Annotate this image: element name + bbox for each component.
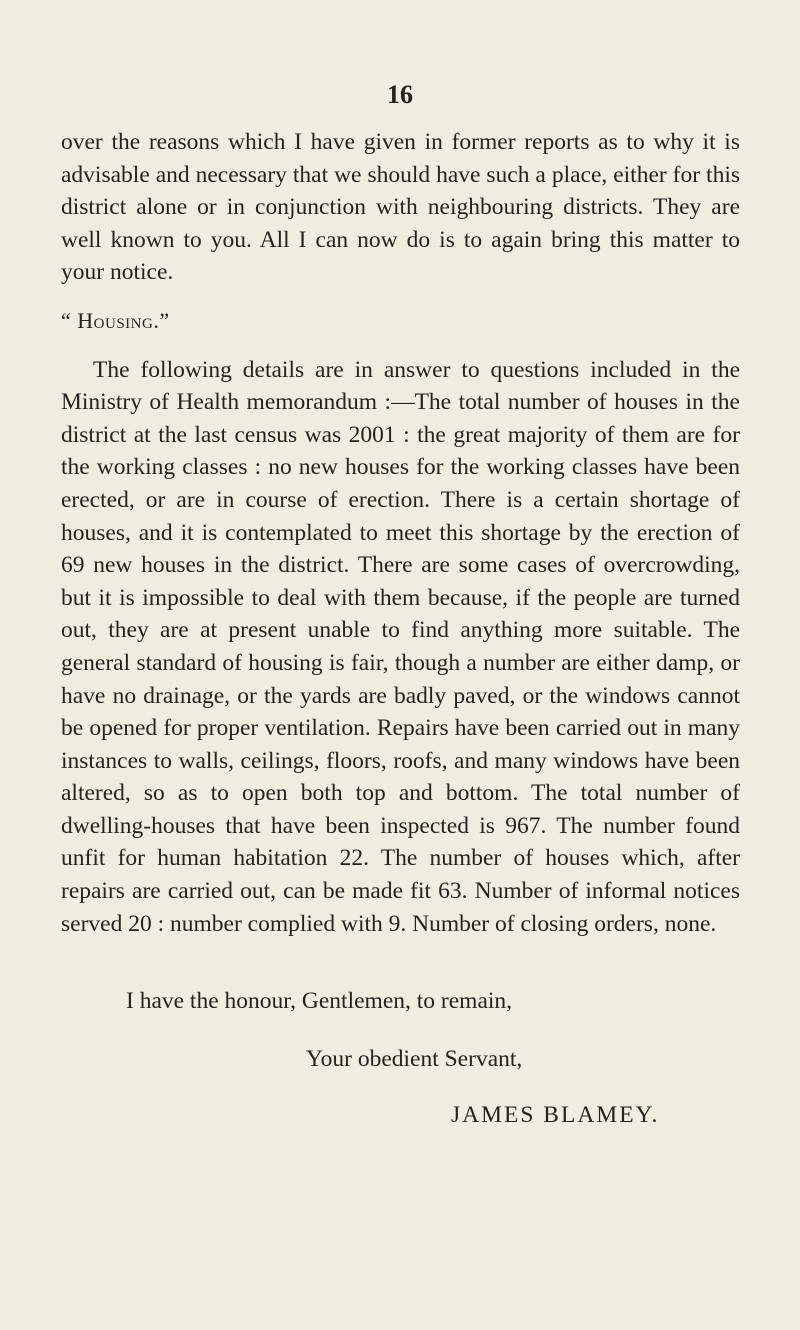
housing-heading: “ Housing.” bbox=[61, 307, 170, 333]
body-text bbox=[61, 126, 740, 940]
page-number: 16 bbox=[387, 80, 413, 109]
signature-name: JAMES BLAMEY. bbox=[451, 1102, 660, 1128]
closing-servant: Your obedient Servant, bbox=[306, 1046, 523, 1072]
housing-paragraph: The following details are in answer to questions included in the Ministry of Health memorandum :—The total number of houses in the district at the last census was 2001 : the great majority of them are for the working classes : no new houses for the working classes have been erected, or are in course of erection. There is a certain shortage of houses, and it is contemplated to meet this shortage by the erection of 69 new houses in the district. There are some cases of overcrowding, but it is impossible to deal with them because, if the people are turned out, they are at present unable to find anything more suitable. The general standard of housing is fair, though a number are either damp, or have no drainage, or the yards are badly paved, or the windows cannot be opened for proper ventilation. Repairs have been carried out in many instances to walls, ceilings, floors, roofs, and many windows have been altered, so as to open both top and bottom. The total number of dwelling-houses that have been inspected is 967. The number found unfit for human habitation 22. The number of houses which, after repairs are carried out, can be made fit 63. Number of informal notices served 20 : number complied with 9. Number of closing orders, none. bbox=[61, 356, 740, 937]
closing-salutation: I have the honour, Gentlemen, to remain, bbox=[126, 988, 513, 1014]
intro-paragraph: over the reasons which I have given in former reports as to why it is advisable and necessary that we should have such a place, either for this district alone or in conjunction with neighbouring districts. They are well known to you. All I can now do is to again bring this matter to your notice. bbox=[61, 129, 740, 286]
